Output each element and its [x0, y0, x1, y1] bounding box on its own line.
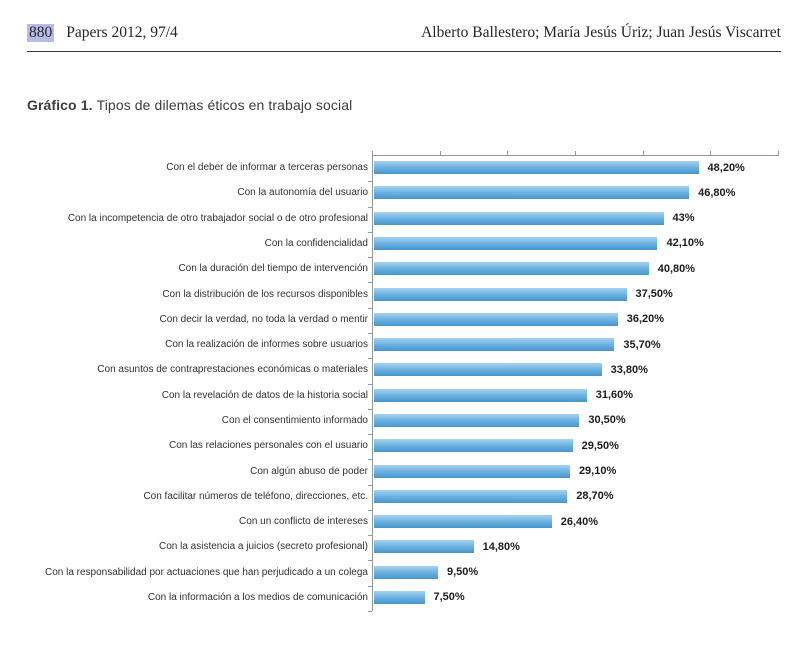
category-label: Con la información a los medios de comunicación: [147, 591, 368, 603]
chart-row: [27, 307, 778, 332]
value-label: 28,70%: [576, 490, 614, 503]
bar: [374, 288, 627, 301]
bar: [374, 465, 570, 478]
value-label: 37,50%: [635, 288, 673, 301]
bar: [374, 389, 587, 402]
bar-track: [373, 256, 778, 281]
category-label: Con la revelación de datos de la historia social: [161, 389, 368, 401]
chart-row: [27, 332, 778, 357]
chart-row: [27, 509, 778, 534]
category-label: Con la autonomía del usuario: [237, 187, 368, 199]
chart-row: [27, 281, 778, 306]
value-label: 30,50%: [588, 414, 626, 427]
bar-track: [373, 484, 778, 509]
value-label: 26,40%: [560, 515, 599, 528]
bar: [374, 313, 618, 326]
bar: [374, 490, 567, 503]
chart-row: [27, 357, 778, 382]
header-left: [27, 24, 178, 42]
value-label: 48,20%: [707, 161, 745, 174]
value-axis-tick: [778, 151, 779, 155]
bar-track: [373, 231, 778, 256]
value-label: 43%: [672, 212, 695, 225]
value-label: 7,50%: [433, 591, 465, 604]
bar-track: [373, 155, 778, 180]
bar: [374, 591, 425, 604]
value-label: 14,80%: [482, 540, 520, 553]
category-label: Con la asistencia a juicios (secreto profesional): [159, 541, 368, 553]
value-label: 42,10%: [666, 237, 704, 250]
bar-track: [373, 585, 778, 610]
bar-track: [373, 433, 778, 458]
bar-track: [373, 332, 778, 357]
bar-track: [373, 281, 778, 306]
value-label: 29,50%: [581, 439, 619, 452]
bar: [374, 566, 438, 579]
chart-row: [27, 256, 778, 281]
value-label: 33,80%: [610, 363, 648, 376]
category-label: Con algún abuso de poder: [250, 465, 368, 477]
bar-track: [373, 307, 778, 332]
chart-row: [27, 560, 778, 585]
bar: [374, 161, 699, 174]
category-label: Con el deber de informar a terceras personas: [166, 162, 368, 174]
category-label: Con la confidencialidad: [264, 237, 368, 249]
bar: [374, 237, 657, 250]
journal-info: Papers 2012, 97/4: [66, 24, 178, 41]
chart-row: [27, 408, 778, 433]
bar: [374, 363, 602, 376]
figure-title-text: Tipos de dilemas éticos en trabajo social: [96, 97, 353, 113]
chart-row: [27, 180, 778, 205]
category-label: Con la distribución de los recursos disponibles: [162, 288, 368, 300]
figure-label: Gráfico 1.: [27, 97, 93, 113]
category-label: Con la responsabilidad por actuaciones que han perjudicado a un colega: [44, 566, 368, 578]
bar: [374, 439, 573, 452]
category-label: Con la incompetencia de otro trabajador social o de otro profesional: [67, 212, 368, 224]
chart-row: [27, 206, 778, 231]
bar: [374, 338, 614, 351]
chart-row: [27, 534, 778, 559]
category-label: Con la realización de informes sobre usuarios: [165, 339, 368, 351]
value-label: 31,60%: [595, 389, 634, 402]
category-label: Con las relaciones personales con el usuario: [168, 440, 368, 452]
value-label: 35,70%: [623, 338, 661, 351]
category-label: Con un conflicto de intereses: [239, 516, 368, 528]
value-label: 36,20%: [626, 313, 665, 326]
bar: [374, 414, 579, 427]
value-label: 40,80%: [657, 262, 696, 275]
bar-track: [373, 206, 778, 231]
page-header: [27, 24, 781, 52]
bar: [374, 186, 689, 199]
authors: Alberto Ballestero; María Jesús Úriz; Juan Jesús Viscarret: [421, 24, 781, 41]
chart-rows: [27, 155, 778, 610]
bar-track: [373, 408, 778, 433]
bar: [374, 515, 552, 528]
bar-track: [373, 534, 778, 559]
bar: [374, 540, 474, 553]
bar-track: [373, 180, 778, 205]
category-label: Con facilitar números de teléfono, direcciones, etc.: [143, 490, 368, 502]
page-number: 880: [29, 24, 53, 41]
chart-row: [27, 458, 778, 483]
bar-track: [373, 560, 778, 585]
chart-row: [27, 433, 778, 458]
chart-row: [27, 383, 778, 408]
category-label: Con decir la verdad, no toda la verdad o mentir: [159, 313, 368, 325]
chart-row: [27, 585, 778, 610]
chart-row: [27, 155, 778, 180]
figure-title: [27, 97, 352, 113]
bar-track: [373, 458, 778, 483]
bar-track: [373, 357, 778, 382]
chart-row: [27, 484, 778, 509]
value-label: 46,80%: [698, 186, 736, 199]
bar-chart: [27, 155, 778, 610]
bar: [374, 212, 664, 225]
category-label: Con el consentimiento informado: [221, 414, 368, 426]
bar-track: [373, 509, 778, 534]
value-label: 9,50%: [446, 566, 479, 579]
bar: [374, 262, 649, 275]
category-label: Con la duración del tiempo de intervención: [178, 263, 368, 275]
category-label: Con asuntos de contraprestaciones económicas o materiales: [97, 364, 368, 376]
category-axis-tick: [368, 611, 372, 612]
bar-track: [373, 383, 778, 408]
value-label: 29,10%: [578, 465, 617, 478]
chart-row: [27, 231, 778, 256]
